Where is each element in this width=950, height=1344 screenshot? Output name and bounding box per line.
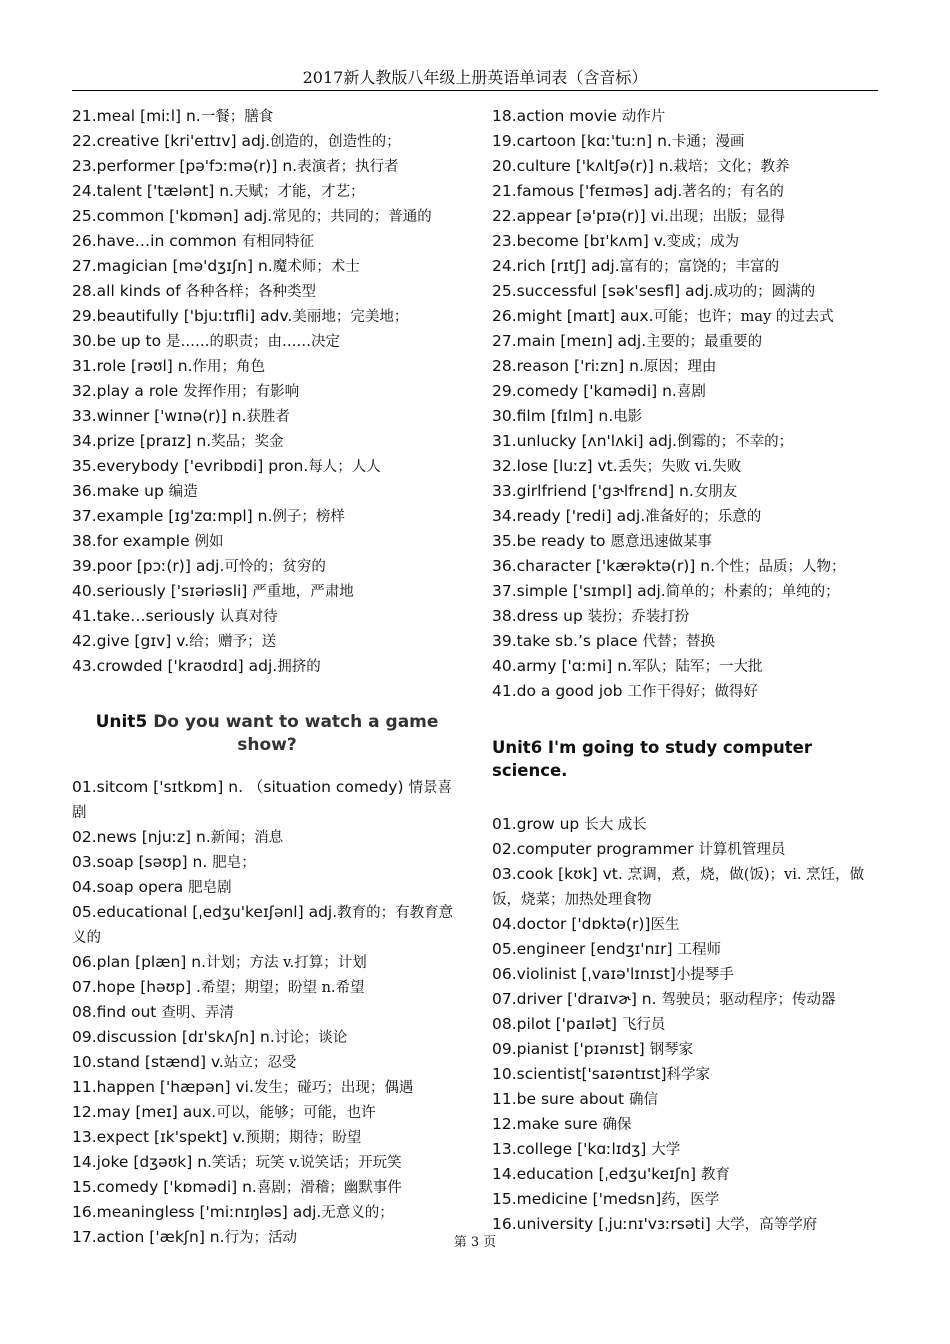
vocab-entry bbox=[72, 1100, 462, 1125]
right-vocab-list-2 bbox=[492, 812, 882, 1237]
vocab-english: 03.soap [səʊp] n. bbox=[72, 853, 213, 871]
vocab-entry bbox=[492, 179, 882, 204]
vocab-entry bbox=[72, 1050, 462, 1075]
vocab-chinese: 拥挤的 bbox=[277, 659, 321, 675]
vocab-entry bbox=[72, 654, 462, 679]
vocab-english: 13.college ['kɑːlɪdʒ] bbox=[492, 1140, 652, 1158]
vocab-entry bbox=[492, 529, 882, 554]
vocab-english: 27.main [meɪn] adj. bbox=[492, 332, 647, 350]
vocab-entry bbox=[72, 504, 462, 529]
vocab-english: 22.creative [kri'eɪtɪv] adj. bbox=[72, 132, 271, 150]
vocab-entry bbox=[72, 1000, 462, 1025]
vocab-entry bbox=[72, 304, 462, 329]
vocab-entry bbox=[72, 454, 462, 479]
vocab-english: 34.ready ['redi] adj. bbox=[492, 507, 646, 525]
vocab-english: 01.grow up bbox=[492, 815, 585, 833]
vocab-entry bbox=[72, 1200, 462, 1225]
vocab-entry bbox=[492, 1037, 882, 1062]
vocab-english: 29.beautifully ['bjuːtɪfli] adv. bbox=[72, 307, 293, 325]
vocab-entry bbox=[492, 1062, 882, 1087]
vocab-english: 41.take…seriously bbox=[72, 607, 220, 625]
vocab-english: 38.dress up bbox=[492, 607, 588, 625]
vocab-english: 15.comedy ['kɒmədi] n. bbox=[72, 1178, 257, 1196]
vocab-english: 22.appear [ə'pɪə(r)] vi. bbox=[492, 207, 669, 225]
vocab-english: 23.performer [pə'fɔːmə(r)] n. bbox=[72, 157, 298, 175]
vocab-english: 39.poor [pɔː(r)] adj. bbox=[72, 557, 225, 575]
vocab-chinese: 计划；方法 v.打算；计划 bbox=[206, 955, 367, 971]
vocab-chinese: 飞行员 bbox=[621, 1017, 666, 1033]
vocab-entry bbox=[492, 1137, 882, 1162]
vocab-english: 33.winner ['wɪnə(r)] n. bbox=[72, 407, 247, 425]
vocab-chinese: 确信 bbox=[629, 1092, 658, 1108]
vocab-english: 31.unlucky [ʌn'lʌki] adj. bbox=[492, 432, 678, 450]
vocab-english: 17.action ['ækʃn] n. bbox=[72, 1228, 225, 1246]
vocab-english: 37.simple ['sɪmpl] adj. bbox=[492, 582, 666, 600]
vocab-english: 26.might [maɪt] aux. bbox=[492, 307, 654, 325]
vocab-entry bbox=[492, 279, 882, 304]
vocab-english: 28.reason ['riːzn] n. bbox=[492, 357, 644, 375]
vocab-entry bbox=[72, 204, 462, 229]
vocab-chinese: 倒霉的；不幸的； bbox=[677, 434, 794, 450]
vocab-entry bbox=[72, 1025, 462, 1050]
vocab-chinese: 作用；角色 bbox=[192, 359, 265, 375]
vocab-english: 18.action movie bbox=[492, 107, 622, 125]
vocab-chinese: 站立；忍受 bbox=[223, 1055, 297, 1071]
vocab-chinese: 奖品；奖金 bbox=[211, 434, 284, 450]
vocab-entry bbox=[72, 329, 462, 354]
vocab-chinese: 创造的，创造性的； bbox=[270, 134, 401, 150]
vocab-english: 12.may [meɪ] aux. bbox=[72, 1103, 217, 1121]
vocab-entry bbox=[72, 129, 462, 154]
unit6-heading bbox=[492, 736, 882, 782]
vocab-english: 14.education [ˌedʒu'keɪʃn] bbox=[492, 1165, 701, 1183]
vocab-chinese: 笑话；玩笑 v.说笑话；开玩笑 bbox=[211, 1155, 402, 1171]
vocab-english: 36.make up bbox=[72, 482, 169, 500]
vocab-entry bbox=[72, 179, 462, 204]
vocab-entry bbox=[72, 1150, 462, 1175]
vocab-entry bbox=[492, 1187, 882, 1212]
vocab-chinese: 希望；期望；盼望 n.希望 bbox=[200, 980, 365, 996]
vocab-chinese: 著名的；有名的 bbox=[682, 184, 784, 200]
vocab-entry bbox=[492, 254, 882, 279]
vocab-english: 21.meal [miːl] n. bbox=[72, 107, 201, 125]
vocab-chinese: 个性；品质；人物； bbox=[715, 559, 846, 575]
vocab-chinese: 新闻；消息 bbox=[210, 830, 284, 846]
vocab-chinese: 大学 bbox=[651, 1142, 681, 1158]
vocab-chinese: 教育的；有教育意义的 bbox=[72, 905, 454, 946]
vocab-chinese: 喜剧 bbox=[676, 384, 706, 400]
vocab-english: 28.all kinds of bbox=[72, 282, 186, 300]
vocab-english: 02.computer programmer bbox=[492, 840, 699, 858]
vocab-chinese: 发挥作用；有影响 bbox=[183, 384, 300, 400]
vocab-chinese: 无意义的； bbox=[321, 1205, 394, 1221]
vocab-entry bbox=[492, 454, 882, 479]
vocab-english: 13.expect [ɪk'spekt] v. bbox=[72, 1128, 246, 1146]
vocab-entry bbox=[492, 629, 882, 654]
vocab-entry bbox=[492, 129, 882, 154]
vocab-entry bbox=[492, 862, 882, 912]
unit5-title: Do you want to watch a game show? bbox=[147, 712, 439, 755]
vocab-chinese: 认真对待 bbox=[219, 609, 278, 625]
vocab-chinese: 科学家 bbox=[666, 1067, 710, 1083]
vocab-chinese: 每人；人人 bbox=[308, 459, 381, 475]
vocab-chinese: 小提琴手 bbox=[675, 967, 734, 983]
vocab-entry bbox=[492, 987, 882, 1012]
vocab-entry bbox=[492, 1012, 882, 1037]
vocab-entry bbox=[72, 529, 462, 554]
vocab-english: 07.hope [həʊp] . bbox=[72, 978, 201, 996]
vocab-english: 16.meaningless ['miːnɪŋləs] adj. bbox=[72, 1203, 322, 1221]
vocab-chinese: 例子；榜样 bbox=[272, 509, 345, 525]
vocab-entry bbox=[72, 900, 462, 950]
vocab-entry bbox=[72, 579, 462, 604]
vocab-chinese: 给；赠予；送 bbox=[189, 634, 277, 650]
vocab-chinese: 天赋；才能，才艺； bbox=[233, 184, 365, 200]
vocab-chinese: 愿意迅速做某事 bbox=[610, 534, 712, 550]
vocab-entry bbox=[72, 825, 462, 850]
left-vocab-list-2 bbox=[72, 775, 462, 1250]
page-header: 2017新人教版八年级上册英语单词表（含音标） bbox=[72, 66, 878, 91]
vocab-entry bbox=[492, 504, 882, 529]
vocab-entry bbox=[492, 604, 882, 629]
unit6-title: I'm going to study computer science. bbox=[492, 738, 812, 780]
vocab-entry bbox=[492, 304, 882, 329]
vocab-chinese: 主要的；最重要的 bbox=[646, 334, 763, 350]
vocab-chinese: 魔术师；术士 bbox=[272, 259, 360, 275]
unit5-label: Unit5 bbox=[95, 712, 148, 732]
vocab-chinese: 军队；陆军；一大批 bbox=[631, 659, 763, 675]
vocab-english: 03.cook [kʊk] vt. bbox=[492, 865, 628, 883]
vocab-english: 20.culture ['kʌltʃə(r)] n. bbox=[492, 157, 674, 175]
vocab-chinese: 美丽地；完美地； bbox=[292, 309, 409, 325]
vocab-chinese: 各种各样；各种类型 bbox=[185, 284, 317, 300]
vocab-chinese: 女朋友 bbox=[693, 484, 738, 500]
vocab-english: 24.talent ['tælənt] n. bbox=[72, 182, 234, 200]
vocab-chinese: 喜剧；滑稽；幽默事件 bbox=[256, 1180, 402, 1196]
vocab-english: 02.news [njuːz] n. bbox=[72, 828, 211, 846]
vocab-english: 08.find out bbox=[72, 1003, 162, 1021]
vocab-chinese: 计算机管理员 bbox=[698, 842, 786, 858]
vocab-entry bbox=[492, 354, 882, 379]
vocab-entry bbox=[72, 354, 462, 379]
vocab-chinese: 例如 bbox=[194, 534, 224, 550]
vocab-entry bbox=[72, 379, 462, 404]
vocab-english: 41.do a good job bbox=[492, 682, 628, 700]
vocab-entry bbox=[492, 654, 882, 679]
vocab-english: 26.have…in common bbox=[72, 232, 242, 250]
vocab-english: 14.joke [dʒəʊk] n. bbox=[72, 1153, 212, 1171]
vocab-entry bbox=[492, 579, 882, 604]
vocab-entry bbox=[72, 429, 462, 454]
vocab-english: 25.common ['kɒmən] adj. bbox=[72, 207, 273, 225]
vocab-english: 36.character ['kærəktə(r)] n. bbox=[492, 557, 715, 575]
vocab-english: 05.educational [ˌedʒu'keɪʃənl] adj. bbox=[72, 903, 338, 921]
vocab-entry bbox=[492, 229, 882, 254]
vocab-english: 07.driver ['draɪvɚ] n. bbox=[492, 990, 662, 1008]
vocab-chinese: 卡通；漫画 bbox=[671, 134, 745, 150]
vocab-chinese: 可能；也许；may 的过去式 bbox=[653, 309, 834, 325]
vocab-entry bbox=[492, 679, 882, 704]
vocab-entry bbox=[492, 329, 882, 354]
vocab-english: 29.comedy ['kɑmədi] n. bbox=[492, 382, 677, 400]
vocab-chinese: 预期；期待；盼望 bbox=[245, 1130, 362, 1146]
vocab-english: 09.discussion [dɪ'skʌʃn] n. bbox=[72, 1028, 275, 1046]
vocab-chinese: 丢失；失败 vi.失败 bbox=[617, 459, 742, 475]
vocab-english: 38.for example bbox=[72, 532, 195, 550]
vocab-english: 06.plan [plæn] n. bbox=[72, 953, 207, 971]
vocab-chinese: 成功的；圆满的 bbox=[713, 284, 816, 300]
left-column bbox=[72, 104, 462, 1250]
vocab-english: 19.cartoon [kɑː'tuːn] n. bbox=[492, 132, 672, 150]
vocab-chinese: 可以，能够；可能，也许 bbox=[216, 1105, 376, 1121]
vocab-entry bbox=[72, 775, 462, 825]
vocab-entry bbox=[492, 837, 882, 862]
vocab-english: 31.role [rəʊl] n. bbox=[72, 357, 193, 375]
vocab-chinese: 简单的；朴素的；单纯的； bbox=[665, 584, 840, 600]
vocab-english: 21.famous ['feɪməs] adj. bbox=[492, 182, 683, 200]
vocab-chinese: 可怜的；贫穷的 bbox=[224, 559, 326, 575]
vocab-english: 35.everybody ['evribɒdi] pron. bbox=[72, 457, 309, 475]
page-number: 第 3 页 bbox=[453, 1235, 497, 1250]
vocab-english: 23.become [bɪ'kʌm] v. bbox=[492, 232, 667, 250]
vocab-entry bbox=[72, 404, 462, 429]
left-vocab-list-1 bbox=[72, 104, 462, 679]
vocab-english: 01.sitcom ['sɪtkɒm] n. （situation comedy) bbox=[72, 778, 409, 796]
vocab-chinese: 钢琴家 bbox=[649, 1042, 694, 1058]
vocab-english: 35.be ready to bbox=[492, 532, 611, 550]
vocab-entry bbox=[492, 962, 882, 987]
vocab-chinese: 有相同特征 bbox=[241, 234, 315, 250]
unit5-heading bbox=[72, 711, 462, 757]
vocab-entry bbox=[72, 1175, 462, 1200]
vocab-entry bbox=[72, 975, 462, 1000]
vocab-chinese: 工作干得好；做得好 bbox=[627, 684, 758, 700]
vocab-entry bbox=[72, 154, 462, 179]
vocab-english: 05.engineer [endʒɪ'nɪr] bbox=[492, 940, 678, 958]
vocab-chinese: 原因；理由 bbox=[643, 359, 717, 375]
vocab-chinese: 常见的；共同的；普通的 bbox=[272, 209, 432, 225]
vocab-chinese: 肥皂； bbox=[212, 855, 256, 871]
vocab-chinese: 情景喜剧 bbox=[72, 780, 452, 821]
vocab-english: 30.film [fɪlm] n. bbox=[492, 407, 614, 425]
right-column bbox=[492, 104, 882, 1237]
vocab-english: 37.example [ɪg'zɑːmpl] n. bbox=[72, 507, 273, 525]
right-vocab-list-1 bbox=[492, 104, 882, 704]
vocab-chinese: 行为；活动 bbox=[224, 1230, 298, 1246]
vocab-chinese: 获胜者 bbox=[246, 409, 290, 425]
vocab-chinese: 栽培；文化；教养 bbox=[673, 159, 790, 175]
vocab-entry bbox=[72, 850, 462, 875]
vocab-english: 32.play a role bbox=[72, 382, 184, 400]
vocab-english: 15.medicine ['medsn] bbox=[492, 1190, 662, 1208]
vocab-entry bbox=[492, 554, 882, 579]
vocab-english: 09.pianist ['pɪənɪst] bbox=[492, 1040, 650, 1058]
vocab-chinese: 长大 成长 bbox=[584, 817, 647, 833]
vocab-english: 04.soap opera bbox=[72, 878, 189, 896]
vocab-entry bbox=[492, 104, 882, 129]
unit6-label: Unit6 bbox=[492, 738, 543, 757]
vocab-chinese: 变成；成为 bbox=[666, 234, 740, 250]
vocab-chinese: 工程师 bbox=[677, 942, 722, 958]
vocab-chinese: 准备好的；乐意的 bbox=[645, 509, 762, 525]
vocab-english: 32.lose [luːz] vt. bbox=[492, 457, 618, 475]
vocab-chinese: 药，医学 bbox=[661, 1192, 720, 1208]
vocab-chinese: 讨论；谈论 bbox=[274, 1030, 348, 1046]
vocab-chinese: 动作片 bbox=[621, 109, 666, 125]
vocab-english: 39.take sb.’s place bbox=[492, 632, 643, 650]
vocab-chinese: 医生 bbox=[650, 917, 680, 933]
vocab-entry bbox=[72, 479, 462, 504]
vocab-english: 40.army ['ɑːmi] n. bbox=[492, 657, 632, 675]
vocab-entry bbox=[72, 104, 462, 129]
vocab-entry bbox=[72, 554, 462, 579]
vocab-entry bbox=[72, 254, 462, 279]
vocab-english: 30.be up to bbox=[72, 332, 167, 350]
vocab-chinese: 装扮；乔装打扮 bbox=[587, 609, 690, 625]
vocab-entry bbox=[72, 1125, 462, 1150]
vocab-entry bbox=[72, 279, 462, 304]
vocab-english: 25.successful [sək'sesfl] adj. bbox=[492, 282, 714, 300]
vocab-entry bbox=[72, 1075, 462, 1100]
vocab-chinese: 出现；出版；显得 bbox=[669, 209, 785, 225]
vocab-entry bbox=[72, 629, 462, 654]
vocab-chinese: 发生；碰巧；出现；偶遇 bbox=[253, 1080, 414, 1096]
vocab-english: 10.stand [stænd] v. bbox=[72, 1053, 224, 1071]
vocab-chinese: 肥皂剧 bbox=[188, 880, 232, 896]
vocab-entry bbox=[72, 604, 462, 629]
vocab-entry bbox=[492, 912, 882, 937]
vocab-entry bbox=[72, 875, 462, 900]
vocab-entry bbox=[492, 154, 882, 179]
vocab-chinese: 电影 bbox=[613, 409, 643, 425]
vocab-entry bbox=[492, 479, 882, 504]
vocab-english: 04.doctor ['dɒktə(r)] bbox=[492, 915, 651, 933]
vocab-english: 33.girlfriend ['gɝlfrɛnd] n. bbox=[492, 482, 694, 500]
vocab-chinese: 编造 bbox=[168, 484, 198, 500]
vocab-chinese: 表演者；执行者 bbox=[297, 159, 399, 175]
vocab-english: 27.magician [mə'dʒɪʃn] n. bbox=[72, 257, 273, 275]
vocab-chinese: 代替；替换 bbox=[642, 634, 716, 650]
vocab-english: 34.prize [praɪz] n. bbox=[72, 432, 212, 450]
vocab-chinese: 查明、弄清 bbox=[161, 1005, 234, 1021]
vocab-entry bbox=[492, 404, 882, 429]
vocab-english: 43.crowded ['kraʊdɪd] adj. bbox=[72, 657, 278, 675]
vocab-entry bbox=[492, 429, 882, 454]
vocab-english: 10.scientist['saɪəntɪst] bbox=[492, 1065, 667, 1083]
vocab-entry bbox=[492, 1112, 882, 1137]
vocab-chinese: 一餐；膳食 bbox=[200, 109, 274, 125]
vocab-chinese: 是……的职责；由……决定 bbox=[166, 334, 341, 350]
vocab-chinese: 教育 bbox=[700, 1167, 730, 1183]
vocab-entry bbox=[492, 1087, 882, 1112]
vocab-chinese: 大学，高等学府 bbox=[715, 1217, 818, 1233]
vocab-english: 06.violinist [ˌvaɪə'lɪnɪst] bbox=[492, 965, 676, 983]
vocab-entry bbox=[492, 812, 882, 837]
vocab-english: 40.seriously ['sɪəriəsli] bbox=[72, 582, 253, 600]
vocab-entry bbox=[492, 1162, 882, 1187]
vocab-english: 16.university [ˌjuːnɪ'vɜːrsəti] bbox=[492, 1215, 716, 1233]
vocab-english: 11.be sure about bbox=[492, 1090, 629, 1108]
vocab-entry bbox=[492, 204, 882, 229]
vocab-english: 42.give [gɪv] v. bbox=[72, 632, 190, 650]
vocab-english: 11.happen ['hæpən] vi. bbox=[72, 1078, 254, 1096]
vocab-entry bbox=[72, 950, 462, 975]
vocab-english: 08.pilot ['paɪlət] bbox=[492, 1015, 622, 1033]
vocab-chinese: 确保 bbox=[602, 1117, 632, 1133]
vocab-entry bbox=[492, 937, 882, 962]
vocab-chinese: 驾驶员；驱动程序；传动器 bbox=[661, 992, 836, 1008]
vocab-chinese: 富有的；富饶的；丰富的 bbox=[619, 259, 780, 275]
vocab-entry bbox=[72, 229, 462, 254]
vocab-english: 24.rich [rɪtʃ] adj. bbox=[492, 257, 620, 275]
vocab-entry bbox=[492, 379, 882, 404]
vocab-chinese: 严重地，严肃地 bbox=[252, 584, 354, 600]
vocab-english: 12.make sure bbox=[492, 1115, 603, 1133]
vocab-chinese: 烹调，煮，烧，做(饭)；vi. 烹饪，做饭，烧菜；加热处理食物 bbox=[492, 867, 865, 908]
